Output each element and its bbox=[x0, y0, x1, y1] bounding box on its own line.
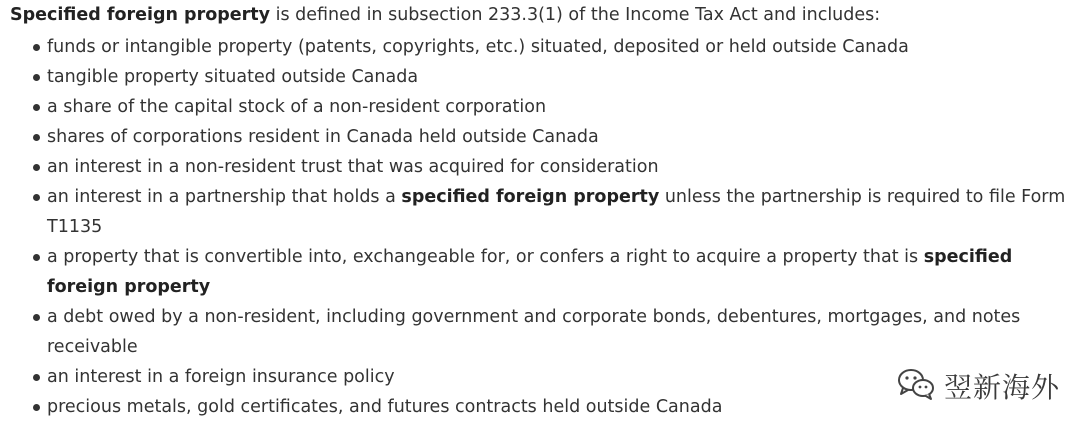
property-list bbox=[10, 32, 1070, 422]
list-item-text: a debt owed by a non-resident, including government and corporate bonds, debentures, mortgages, and notes receivable bbox=[47, 307, 1021, 357]
watermark-text: 翌新海外 bbox=[944, 371, 1061, 404]
list-item bbox=[10, 92, 1070, 122]
intro-term: Specified foreign property bbox=[10, 5, 271, 25]
intro-paragraph bbox=[10, 3, 1070, 27]
list-item-text: precious metals, gold certificates, and futures contracts held outside Canada bbox=[47, 397, 723, 417]
document-content bbox=[10, 3, 1070, 422]
list-item-bold-term: specified foreign property bbox=[401, 187, 660, 207]
list-item-text: an interest in a partnership that holds a bbox=[47, 187, 402, 207]
bullet-dot bbox=[33, 314, 40, 321]
list-item-bold-term: specified foreign property bbox=[47, 247, 1013, 297]
list-item bbox=[10, 242, 1070, 302]
list-item bbox=[10, 122, 1070, 152]
list-item bbox=[10, 152, 1070, 182]
bullet-dot bbox=[33, 104, 40, 111]
bullet-dot bbox=[33, 44, 40, 51]
bullet-dot bbox=[33, 374, 40, 381]
list-item-text: unless the partnership is required to file Form T1135 bbox=[47, 187, 1066, 237]
bullet-dot bbox=[33, 254, 40, 261]
list-item-text: funds or intangible property (patents, copyrights, etc.) situated, deposited or held outside Canada bbox=[47, 37, 909, 57]
list-item-text: tangible property situated outside Canada bbox=[47, 67, 419, 87]
bullet-dot bbox=[33, 74, 40, 81]
intro-text: is defined in subsection 233.3(1) of the Income Tax Act and includes: bbox=[270, 5, 881, 25]
list-item-text: a share of the capital stock of a non-resident corporation bbox=[47, 97, 547, 117]
list-item-text: an interest in a foreign insurance policy bbox=[47, 367, 395, 387]
list-item-text: an interest in a non-resident trust that was acquired for consideration bbox=[47, 157, 659, 177]
list-item bbox=[10, 32, 1070, 62]
list-item-text: shares of corporations resident in Canada held outside Canada bbox=[47, 127, 599, 147]
list-item bbox=[10, 62, 1070, 92]
bullet-dot bbox=[33, 194, 40, 201]
watermark bbox=[896, 366, 1061, 406]
bullet-dot bbox=[33, 404, 40, 411]
list-item-text: a property that is convertible into, exchangeable for, or confers a right to acquire a property that is bbox=[47, 247, 924, 267]
list-item bbox=[10, 182, 1070, 242]
list-item bbox=[10, 302, 1070, 362]
bullet-dot bbox=[33, 164, 40, 171]
bullet-dot bbox=[33, 134, 40, 141]
wechat-icon bbox=[896, 367, 936, 405]
